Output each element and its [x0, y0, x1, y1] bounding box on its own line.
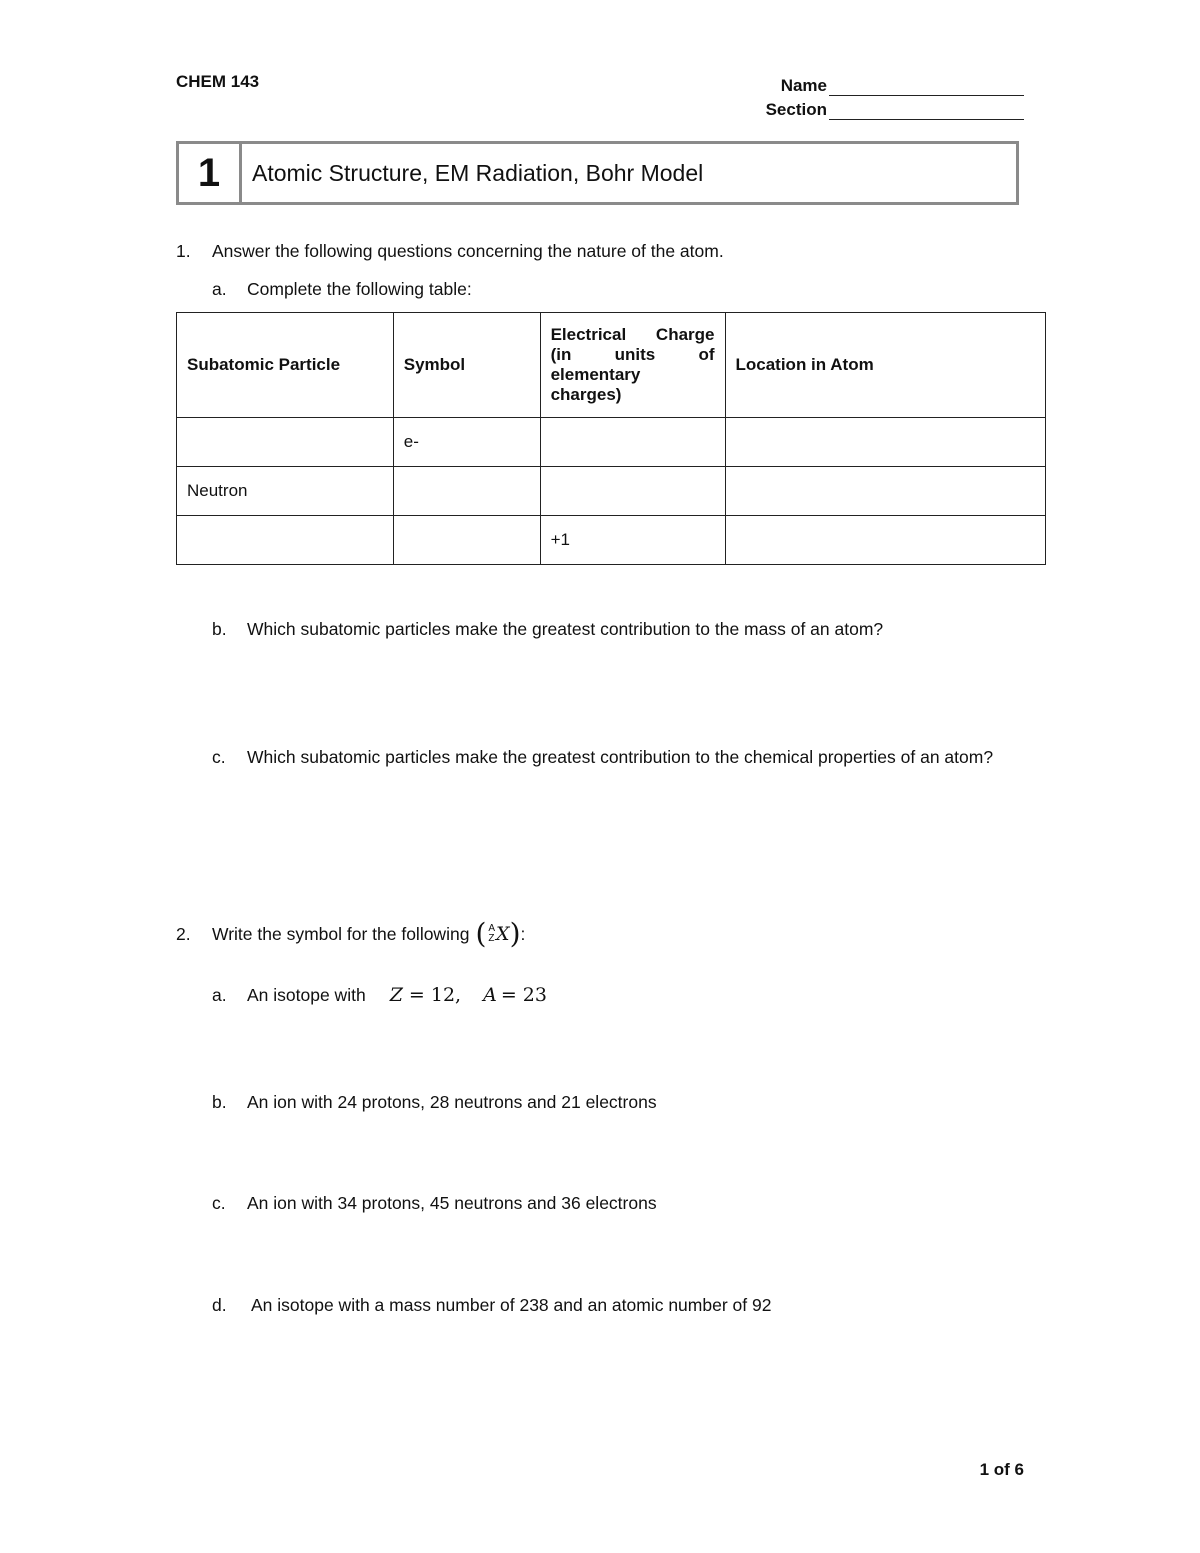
a-label: A	[483, 984, 497, 1006]
course-code: CHEM 143	[176, 72, 260, 91]
question-1c-text: Which subatomic particles make the greatest contribution to the chemical properties of an atom?	[247, 747, 994, 767]
table-cell[interactable]	[725, 467, 1046, 516]
charge-word-2: Charge	[655, 325, 715, 344]
table-cell[interactable]: e-	[393, 418, 540, 467]
isotope-notation	[475, 917, 521, 950]
question-2c-text: An ion with 34 protons, 45 neutrons and 36 electrons	[247, 1193, 657, 1213]
question-2c-marker: c.	[212, 1193, 226, 1213]
question-1b	[212, 616, 1060, 643]
question-2a-text: An isotope with	[247, 985, 366, 1005]
name-field[interactable]	[764, 72, 1024, 96]
student-info-fields	[764, 72, 1024, 120]
right-paren: )	[509, 917, 521, 950]
table-row	[177, 418, 1046, 467]
table-cell[interactable]	[393, 516, 540, 565]
table-row	[177, 467, 1046, 516]
table-cell[interactable]	[540, 418, 725, 467]
question-2a-marker: a.	[212, 985, 227, 1005]
notation-x: X	[496, 922, 510, 945]
charge-word-7: charges)	[550, 385, 622, 404]
a-value: = 23	[500, 984, 547, 1006]
z-value: = 12,	[408, 984, 462, 1006]
section-line[interactable]	[829, 101, 1024, 120]
question-1c	[212, 744, 1060, 771]
question-1-marker: 1.	[176, 241, 191, 261]
question-2b-text: An ion with 24 protons, 28 neutrons and 21 electrons	[247, 1092, 657, 1112]
particle-table	[176, 312, 1046, 565]
name-label: Name	[780, 76, 827, 95]
question-2d-marker: d.	[212, 1295, 227, 1315]
table-cell[interactable]: Neutron	[177, 467, 394, 516]
section-field[interactable]	[764, 96, 1024, 120]
charge-word-4: units	[614, 345, 656, 364]
section-label: Section	[765, 100, 827, 119]
z-label: Z	[389, 984, 403, 1006]
table-row	[177, 516, 1046, 565]
header-subatomic-particle: Subatomic Particle	[177, 313, 394, 418]
question-1a	[212, 276, 472, 303]
question-2	[176, 917, 526, 950]
notation-colon: :	[520, 923, 526, 944]
page-number: 1 of 6	[979, 1460, 1024, 1479]
name-line[interactable]	[829, 77, 1024, 96]
question-1c-marker: c.	[212, 747, 226, 767]
table-cell[interactable]: +1	[540, 516, 725, 565]
question-2b	[212, 1089, 657, 1116]
charge-word-3: (in	[550, 345, 572, 364]
question-2d-text: An isotope with a mass number of 238 and an atomic number of 92	[251, 1295, 772, 1315]
header-symbol: Symbol	[393, 313, 540, 418]
notation-a: A	[488, 923, 496, 934]
table-cell[interactable]	[540, 467, 725, 516]
table-cell[interactable]	[393, 467, 540, 516]
table-cell[interactable]	[725, 516, 1046, 565]
table-header-row	[177, 313, 1046, 418]
question-2a	[212, 982, 547, 1009]
question-1a-marker: a.	[212, 279, 227, 299]
question-2-text: Write the symbol for the following	[212, 923, 470, 944]
charge-word-6: elementary	[550, 365, 641, 384]
charge-word-5: of	[698, 345, 715, 364]
worksheet-number: 1	[179, 144, 242, 202]
notation-z: Z	[488, 933, 495, 944]
question-2-marker: 2.	[176, 923, 191, 944]
question-1b-marker: b.	[212, 619, 227, 639]
table-cell[interactable]	[725, 418, 1046, 467]
question-2b-marker: b.	[212, 1092, 227, 1112]
question-2d	[212, 1292, 771, 1319]
question-1-text: Answer the following questions concerning the nature of the atom.	[212, 241, 724, 261]
question-1a-text: Complete the following table:	[247, 279, 472, 299]
worksheet-title: Atomic Structure, EM Radiation, Bohr Model	[252, 159, 704, 186]
question-1	[176, 238, 724, 265]
table-cell[interactable]	[177, 516, 394, 565]
question-1b-text: Which subatomic particles make the greatest contribution to the mass of an atom?	[247, 619, 884, 639]
charge-word-1: Electrical	[550, 325, 627, 344]
left-paren: (	[475, 917, 487, 950]
question-2c	[212, 1190, 657, 1217]
worksheet-banner	[176, 141, 1019, 205]
header-location: Location in Atom	[725, 313, 1046, 418]
table-cell[interactable]	[177, 418, 394, 467]
header-electrical-charge	[540, 313, 725, 418]
notation-stack	[488, 924, 495, 944]
